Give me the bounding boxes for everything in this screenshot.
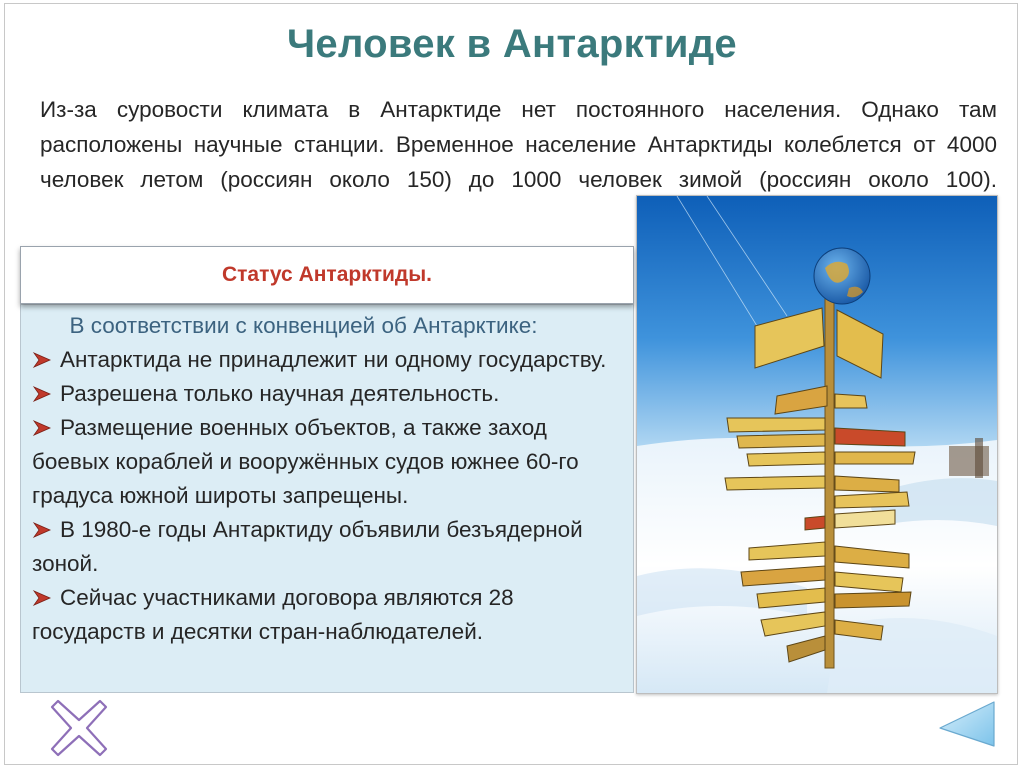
list-item-text: Разрешена только научная деятельность. <box>60 381 500 406</box>
slide-title: Человек в Антарктиде <box>287 22 737 66</box>
list-item <box>32 377 621 411</box>
antarctica-signpost-photo <box>636 195 998 694</box>
intro-paragraph: Из-за суровости климата в Антарктиде нет постоянного населения. Однако там расположены научные станции. Временное население Антарктиды колеблется от 4000 человек летом (россиян около 150) до 1000 человек зимой (россиян около 100). <box>40 97 997 192</box>
status-panel <box>20 304 634 693</box>
list-item-text: Антарктида не принадлежит ни одному государству. <box>60 347 607 372</box>
arrow-bullet-icon <box>32 386 54 402</box>
status-heading: Статус Антарктиды. <box>221 263 433 286</box>
list-item <box>32 411 621 513</box>
list-item-text: В 1980-е годы Антарктиду объявили безъядерной зоной. <box>32 517 583 576</box>
arrow-bullet-icon <box>32 522 54 538</box>
status-intro: В соответствии с конвенцией об Антарктике: <box>69 313 538 338</box>
list-item <box>32 343 621 377</box>
status-list <box>32 343 621 649</box>
list-item-text: Сейчас участниками договора являются 28 государств и десятки стран-наблюдателей. <box>32 585 514 644</box>
list-item <box>32 581 621 649</box>
close-x-icon[interactable] <box>48 697 110 759</box>
status-heading-box <box>20 246 634 304</box>
photo-illustration <box>637 196 997 693</box>
back-triangle-icon[interactable] <box>936 698 1000 750</box>
arrow-bullet-icon <box>32 352 54 368</box>
list-item-text: Размещение военных объектов, а также заход боевых кораблей и вооружённых судов южнее 60-го градуса южной широты запрещены. <box>32 415 579 508</box>
list-item <box>32 513 621 581</box>
arrow-bullet-icon <box>32 420 54 436</box>
arrow-bullet-icon <box>32 590 54 606</box>
